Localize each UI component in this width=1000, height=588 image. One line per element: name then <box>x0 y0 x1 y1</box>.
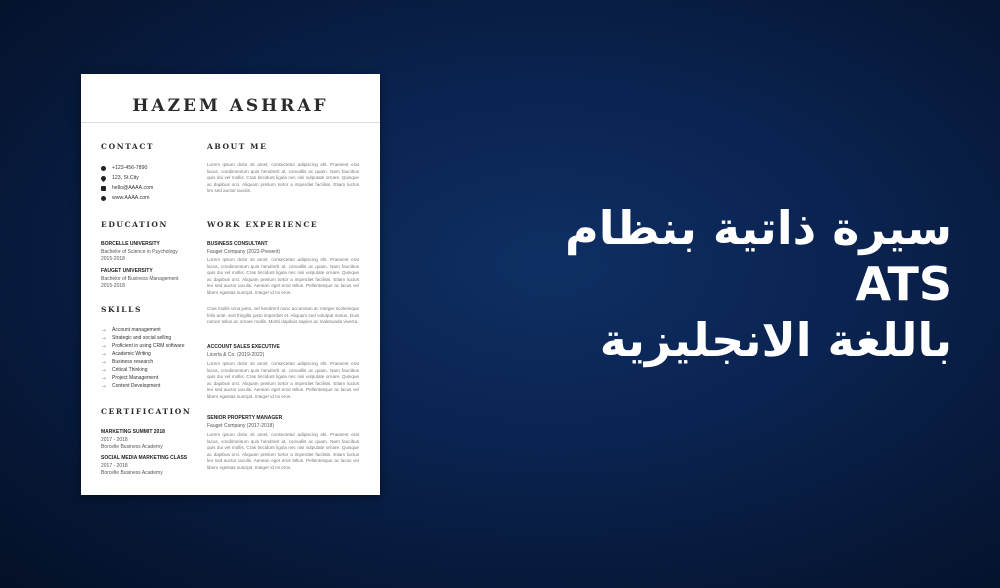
arrow-right-icon: → <box>101 343 107 349</box>
skill-item <box>101 359 153 365</box>
skill-text: Proficient in using CRM software <box>112 343 185 349</box>
experience-heading: WORK EXPERIENCE <box>207 220 319 229</box>
education-degree: Bachelor of Business Management <box>101 276 179 282</box>
cert-title: MARKETING SUMMIT 2018 <box>101 429 165 435</box>
skill-text: Content Development <box>112 383 161 389</box>
cert-title: SOCIAL MEDIA MARKETING CLASS <box>101 455 188 461</box>
header-divider <box>81 122 380 123</box>
skill-item <box>101 351 151 357</box>
skill-text: Strategic and social selling <box>112 335 172 341</box>
skill-item <box>101 327 161 333</box>
headline-line-1: سيرة ذاتية بنظام ATS <box>565 201 952 311</box>
cert-org: Borcelle Business Academy <box>101 444 163 450</box>
skills-heading: SKILLS <box>101 305 143 314</box>
skill-text: Critical Thinking <box>112 367 148 373</box>
arrow-right-icon: → <box>101 359 107 365</box>
contact-email <box>101 185 153 191</box>
education-heading: EDUCATION <box>101 220 169 229</box>
contact-website <box>101 195 149 201</box>
skill-text: Account management <box>112 327 161 333</box>
arrow-right-icon: → <box>101 383 107 389</box>
headline <box>492 200 952 368</box>
cert-years: 2017 - 2018 <box>101 463 128 469</box>
skill-text: Project Management <box>112 375 159 381</box>
skill-item <box>101 343 185 349</box>
education-school: BORCELLE UNIVERSITY <box>101 241 160 247</box>
globe-icon <box>101 196 106 201</box>
resume-preview <box>81 74 380 495</box>
skill-item <box>101 335 171 341</box>
arrow-right-icon: → <box>101 335 107 341</box>
job-company: Fauget Company (2022-Present) <box>207 249 281 255</box>
headline-line-2: باللغة الانجليزية <box>599 313 952 367</box>
about-heading: ABOUT ME <box>207 142 268 151</box>
job-description: Lorem ipsum dolor sit amet, consectetur adipiscing elit. Praesent erat lacus, condimentum quis hendrerit at, convallis ac quam. Nam faucibus quis dui vel mollis. Cras tincidunt ligula nec nisi vulputate ornare. Quisque ac dapibus orci. Aliquam pretium tortor a imperdiet facilisis. Etiam luctus leo sed auctor iaculis. Aenean eget eros tellus. Pellentesque ac lacus vel libero egestas suscipit. Integer id mi eros. <box>207 257 359 295</box>
about-text: Lorem ipsum dolor sit amet, consectetur adipiscing elit. Praesent erat lacus, condimentum quis hendrerit at, convallis ac quam. Nam faucibus quis dui vel mollis. Cras tincidunt ligula nec nisi vulputate ornare. Quisque ac dapibus orci. Aliquam pretium tortor a imperdiet facilisis. Etiam luctus leo sed auctor iaculis. <box>207 162 359 194</box>
skill-item <box>101 383 160 389</box>
email-text: hello@AAAA.com <box>112 185 154 191</box>
address-text: 123, St.City <box>112 175 139 181</box>
job-description: Cras mollis urna justo, vel hendrerit nunc accumsan at. Integer scelerisque felis ante, sed fringilla justo imperdiet et. Aliquam sed volutpat metus. Duis rutrum tellus ac ornare mollis. Morbi dapibus sapien ac malesuada viverra. <box>207 306 359 325</box>
mail-icon <box>101 186 106 191</box>
contact-phone <box>101 165 147 171</box>
cert-org: Borcelle Business Academy <box>101 470 163 476</box>
arrow-right-icon: → <box>101 367 107 373</box>
education-years: 2015-2018 <box>101 283 125 289</box>
skill-text: Business research <box>112 359 154 365</box>
job-title: SENIOR PROPERTY MANAGER <box>207 415 283 421</box>
location-pin-icon <box>100 174 107 181</box>
phone-icon <box>101 166 106 171</box>
arrow-right-icon: → <box>101 375 107 381</box>
education-years: 2015-2018 <box>101 256 125 262</box>
job-company: Fauget Company (2017-2018) <box>207 423 274 429</box>
phone-text: +123-456-7890 <box>112 165 148 171</box>
skill-item <box>101 367 147 373</box>
skill-text: Academic Writing <box>112 351 151 357</box>
contact-address <box>101 175 139 181</box>
job-description: Lorem ipsum dolor sit amet, consectetur adipiscing elit. Praesent erat lacus, condimentum quis hendrerit at, convallis ac quam. Nam faucibus quis dui vel mollis. Cras tincidunt ligula nec nisi vulputate ornare. Quisque ac dapibus orci. Aliquam pretium tortor a imperdiet facilisis. Etiam luctus leo sed auctor iaculis. Aenean eget eros tellus. Pellentesque ac lacus vel libero egestas suscipit. Integer id mi eros. <box>207 432 359 470</box>
cert-years: 2017 - 2018 <box>101 437 128 443</box>
certification-heading: CERTIFICATION <box>101 407 192 416</box>
skill-item <box>101 375 158 381</box>
education-school: FAUGET UNIVERSITY <box>101 268 153 274</box>
arrow-right-icon: → <box>101 327 107 333</box>
education-degree: Bachelor of Science in Psychology <box>101 249 178 255</box>
contact-heading: CONTACT <box>101 142 155 151</box>
resume-name: HAZEM ASHRAF <box>132 96 329 116</box>
website-text: www.AAAA.com <box>112 195 150 201</box>
arrow-right-icon: → <box>101 351 107 357</box>
job-title: ACCOUNT SALES EXECUTIVE <box>207 344 280 350</box>
job-description: Lorem ipsum dolor sit amet, consectetur adipiscing elit. Praesent erat lacus, condimentum quis hendrerit at, convallis ac quam. Nam faucibus quis dui vel mollis. Cras tincidunt ligula nec nisi vulputate ornare. Quisque ac dapibus orci. Aliquam pretium tortor a imperdiet facilisis. Etiam luctus leo sed auctor iaculis. Aenean eget eros tellus. Pellentesque ac lacus vel libero egestas suscipit. Integer id mi eros. <box>207 361 359 399</box>
job-company: Licerla & Co. (2019-2022) <box>207 352 265 358</box>
job-title: BUSINESS CONSULTANT <box>207 241 268 247</box>
